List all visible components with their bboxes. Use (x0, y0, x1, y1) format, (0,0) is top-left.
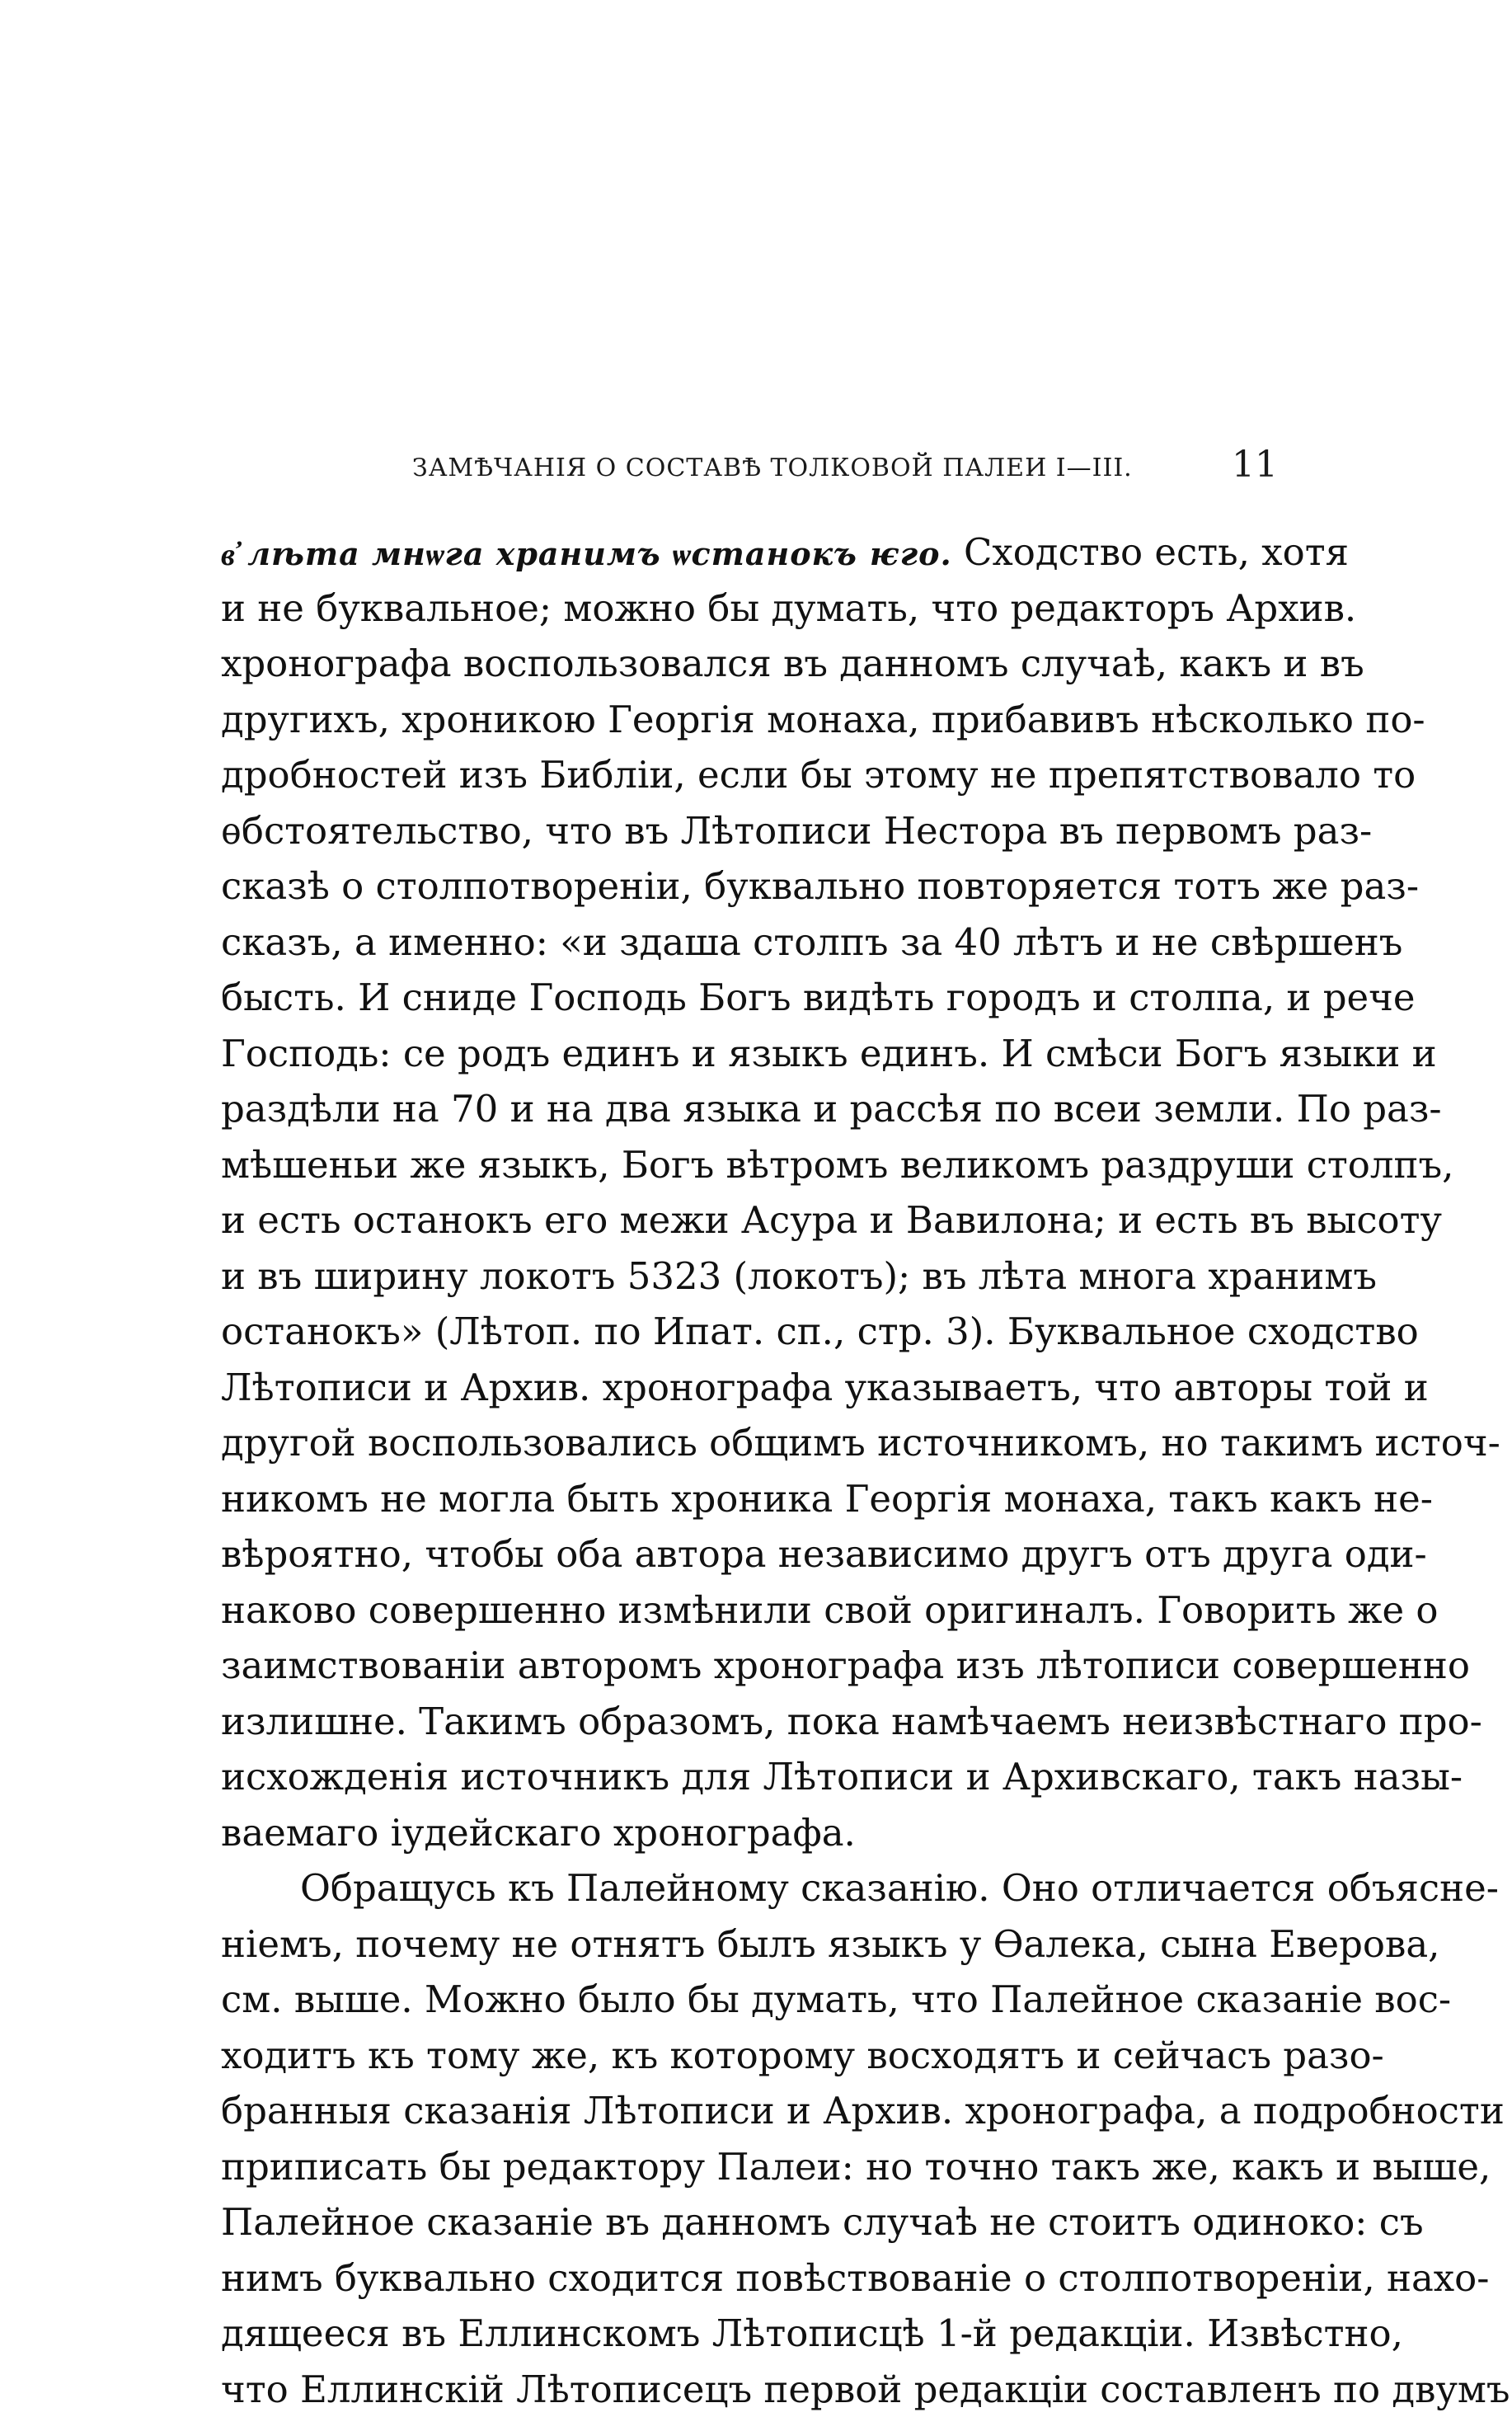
text-line: бысть. И сниде Господь Богъ видѣть городъ и столпа, и рече (221, 970, 1293, 1026)
text-line: и не буквальное; можно бы думать, что редакторъ Архив. (221, 581, 1293, 637)
text-line: исхожденія источникъ для Лѣтописи и Архивскаго, такъ назы- (221, 1749, 1293, 1805)
text-line: ѳбстоятельство, что въ Лѣтописи Нестора въ первомъ раз- (221, 803, 1293, 859)
running-title: ЗАМѢЧАНІЯ О СОСТАВѢ ТОЛКОВОЙ ПАЛЕИ I—III. (412, 454, 1133, 482)
text-line: наково совершенно измѣнили свой оригиналъ. Говорить же о (221, 1582, 1293, 1639)
body-text (221, 524, 1293, 2417)
text-line: в҆ лѣта мнѡга хранимъ ѡстанокъ ѥго. Сходство есть, хотя (221, 524, 1293, 581)
text-line: никомъ не могла быть хроника Георгія монаха, такъ какъ не- (221, 1471, 1293, 1527)
text-line: Лѣтописи и Архив. хронографа указываетъ, что авторы той и (221, 1360, 1293, 1416)
text-line: бранныя сказанія Лѣтописи и Архив. хронографа, а подробности (221, 2083, 1293, 2139)
text-line: хронографа воспользовался въ данномъ случаѣ, какъ и въ (221, 636, 1293, 692)
text-line: и въ ширину локотъ 5323 (локотъ); въ лѣта многа хранимъ (221, 1248, 1293, 1305)
text-line: дробностей изъ Библіи, если бы этому не препятствовало то (221, 747, 1293, 803)
text-line: излишне. Такимъ образомъ, пока намѣчаемъ неизвѣстнаго про- (221, 1694, 1293, 1750)
text-line: ходитъ къ тому же, къ которому восходятъ и сейчасъ разо- (221, 2028, 1293, 2084)
text-line: мѣшеньи же языкъ, Богъ вѣтромъ великомъ раздруши столпъ, (221, 1137, 1293, 1193)
text-line: вѣроятно, чтобы оба автора независимо другъ отъ друга оди- (221, 1526, 1293, 1582)
text-line: ніемъ, почему не отнятъ былъ языкъ у Ѳалека, сына Еверова, (221, 1916, 1293, 1973)
text-line: и есть останокъ его межи Асура и Вавилона; и есть въ высоту (221, 1192, 1293, 1248)
text-line: нимъ буквально сходится повѣствованіе о столпотвореніи, нахо- (221, 2250, 1293, 2306)
page-number: 11 (1232, 444, 1278, 486)
text-line: сказѣ о столпотвореніи, буквально повторяется тотъ же раз- (221, 858, 1293, 915)
text-line: заимствованіи авторомъ хронографа изъ лѣтописи совершенно (221, 1638, 1293, 1694)
text-line: что Еллинскій Лѣтописецъ первой редакціи составленъ по двумъ (221, 2362, 1293, 2417)
text-line: см. выше. Можно было бы думать, что Палейное сказаніе вос- (221, 1972, 1293, 2028)
text-line: Господь: се родъ единъ и языкъ единъ. И смѣси Богъ языки и (221, 1026, 1293, 1082)
text-line: дящееся въ Еллинскомъ Лѣтописцѣ 1-й редакціи. Извѣстно, (221, 2306, 1293, 2362)
church-slavonic-quote: в҆ лѣта мнѡга хранимъ ѡстанокъ ѥго. (221, 535, 952, 572)
text-line: приписать бы редактору Палеи: но точно такъ же, какъ и выше, (221, 2139, 1293, 2195)
text-line: раздѣли на 70 и на два языка и рассѣя по всеи земли. По раз- (221, 1081, 1293, 1137)
text-line: останокъ» (Лѣтоп. по Ипат. сп., стр. 3). Буквальное сходство (221, 1304, 1293, 1360)
text-line: Палейное сказаніе въ данномъ случаѣ не стоитъ одиноко: съ (221, 2194, 1293, 2250)
running-head (221, 444, 1293, 501)
text-line: Обращусь къ Палейному сказанію. Оно отличается объясне- (221, 1860, 1293, 1916)
text-line: другихъ, хроникою Георгія монаха, прибавивъ нѣсколько по- (221, 692, 1293, 748)
text-line: ваемаго іудейскаго хронографа. (221, 1805, 1293, 1861)
text-line: другой воспользовались общимъ источникомъ, но такимъ источ- (221, 1415, 1293, 1471)
text-line: сказъ, а именно: «и здаша столпъ за 40 лѣтъ и не свѣршенъ (221, 915, 1293, 971)
